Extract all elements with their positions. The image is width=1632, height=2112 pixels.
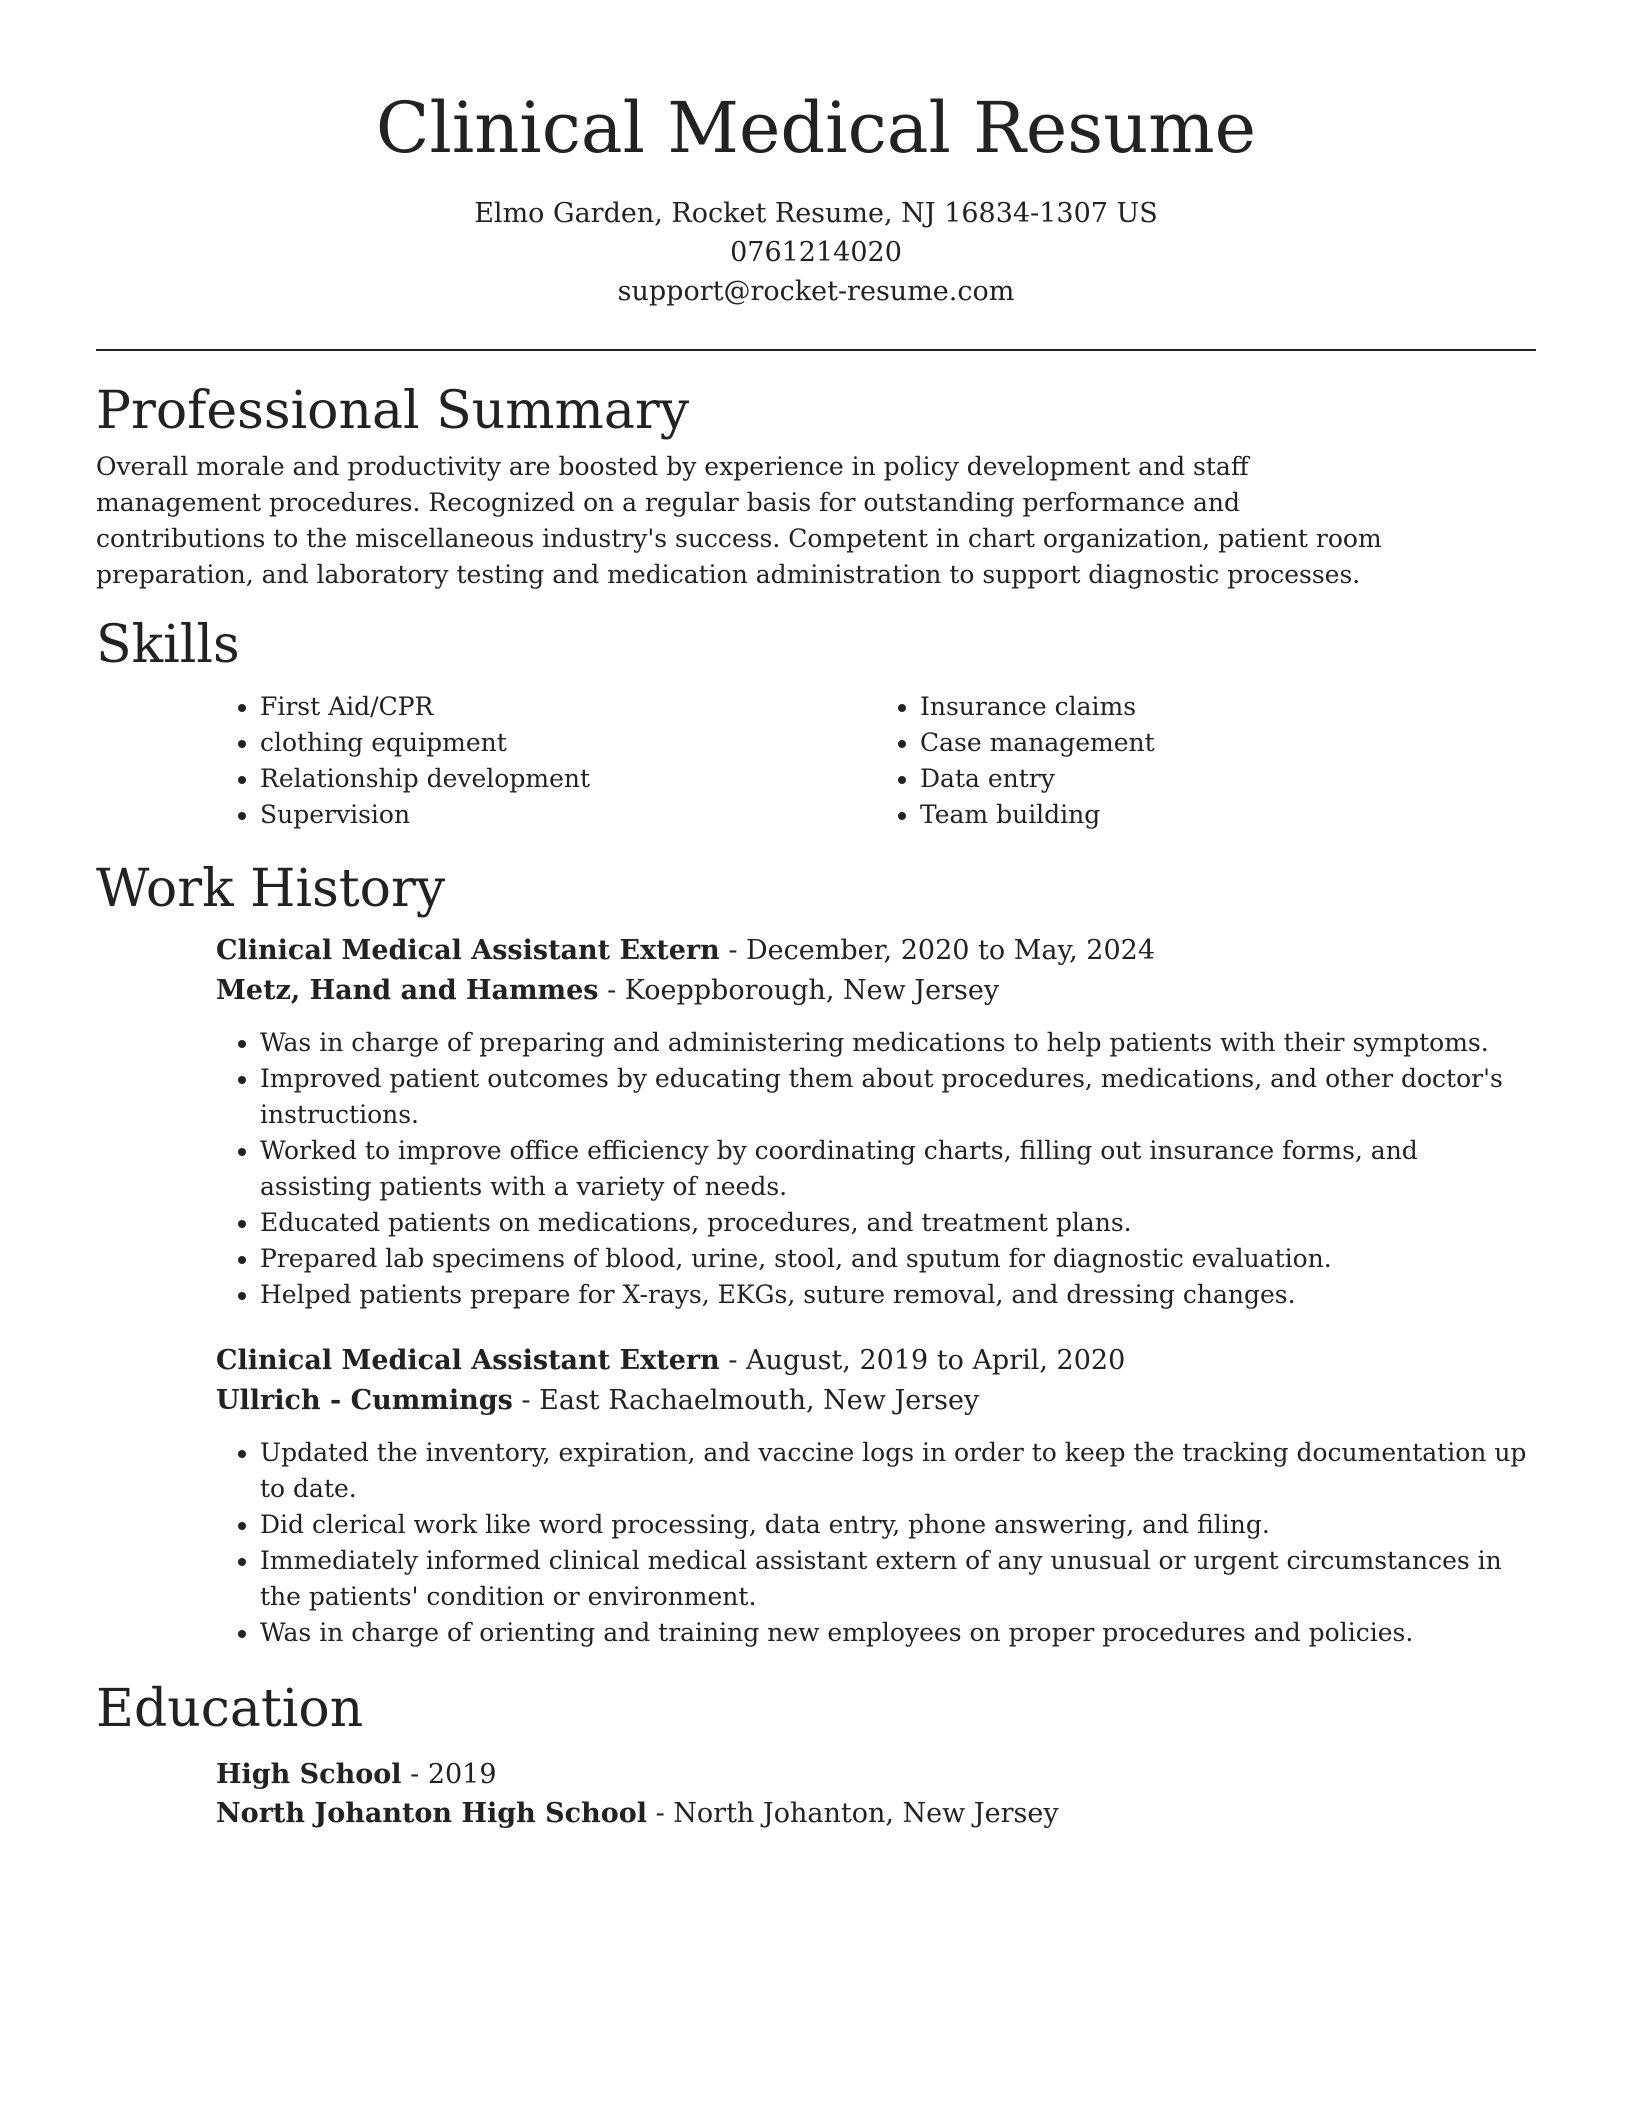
skills-list [216, 689, 1536, 833]
header-divider [96, 349, 1536, 351]
job-entry [216, 1341, 1536, 1651]
education-heading: Education [96, 1679, 364, 1739]
contact-info [96, 194, 1536, 311]
job-company-line [216, 971, 1536, 1011]
job-duty: • Worked to improve office efficiency by coordinating charts, filling out insurance forms, and assisting patients with a variety of needs. [260, 1133, 1536, 1205]
job-duty: • Prepared lab specimens of blood, urine, stool, and sputum for diagnostic evaluation. [260, 1241, 1536, 1277]
skill-item: • First Aid/CPR [260, 689, 876, 725]
skill-item: • Insurance claims [920, 689, 1536, 725]
skills-heading: Skills [96, 615, 240, 675]
job-duty: • Immediately informed clinical medical assistant extern of any unusual or urgent circumstances in the patients' condition or environment. [260, 1543, 1536, 1615]
contact-phone: 0761214020 [730, 237, 902, 268]
contact-email: support@rocket-resume.com [617, 276, 1015, 307]
job-company: Metz, Hand and Hammes [216, 975, 599, 1006]
job-dates: - December, 2020 to May, 2024 [719, 935, 1155, 966]
resume-name: Clinical Medical Resume [375, 87, 1257, 169]
skill-item: • clothing equipment [260, 725, 876, 761]
job-title-line [216, 931, 1536, 971]
education-degree-line [216, 1755, 1536, 1794]
job-company-line [216, 1381, 1536, 1421]
job-duties [216, 1025, 1536, 1313]
skill-item: • Case management [920, 725, 1536, 761]
job-duty: • Updated the inventory, expiration, and vaccine logs in order to keep the tracking documentation up to date. [260, 1435, 1536, 1507]
summary-heading: Professional Summary [96, 381, 690, 441]
skill-item: • Relationship development [260, 761, 876, 797]
summary-section [96, 379, 1536, 593]
job-title: Clinical Medical Assistant Extern [216, 1345, 720, 1376]
education-school-line [216, 1794, 1536, 1833]
education-school: North Johanton High School [216, 1798, 647, 1829]
skills-column-left [216, 689, 876, 833]
job-entry [216, 931, 1536, 1313]
work-history-heading: Work History [96, 859, 446, 919]
resume-header [96, 0, 1536, 311]
skills-section [96, 613, 1536, 833]
education-location: - North Johanton, New Jersey [647, 1798, 1059, 1829]
resume-page [96, 0, 1536, 1833]
skill-item: • Team building [920, 797, 1536, 833]
job-duty: • Was in charge of preparing and administering medications to help patients with their symptoms. [260, 1025, 1536, 1061]
education-degree: High School [216, 1759, 402, 1790]
job-duty: • Was in charge of orienting and training new employees on proper procedures and policies. [260, 1615, 1536, 1651]
contact-address: Elmo Garden, Rocket Resume, NJ 16834-1307 US [474, 198, 1158, 229]
job-location: - East Rachaelmouth, New Jersey [512, 1385, 980, 1416]
summary-text: Overall morale and productivity are boosted by experience in policy development and staff management procedures. Recognized on a regular basis for outstanding performance and contributions to the miscellaneous industry's success. Competent in chart organization, patient room preparation, and laboratory testing and medication administration to support diagnostic processes. [96, 452, 1382, 589]
job-dates: - August, 2019 to April, 2020 [719, 1345, 1126, 1376]
job-location: - Koeppborough, New Jersey [598, 975, 1000, 1006]
skill-item: • Data entry [920, 761, 1536, 797]
job-duty: • Improved patient outcomes by educating them about procedures, medications, and other doctor's instructions. [260, 1061, 1536, 1133]
skill-item: • Supervision [260, 797, 876, 833]
job-company: Ullrich - Cummings [216, 1385, 513, 1416]
work-history-section [96, 857, 1536, 1651]
skills-column-right [876, 689, 1536, 833]
job-duty: • Did clerical work like word processing, data entry, phone answering, and filing. [260, 1507, 1536, 1543]
job-duty: • Educated patients on medications, procedures, and treatment plans. [260, 1205, 1536, 1241]
education-section [96, 1677, 1536, 1833]
education-year: - 2019 [401, 1759, 497, 1790]
education-entry [216, 1755, 1536, 1833]
job-title-line [216, 1341, 1536, 1381]
job-duty: • Helped patients prepare for X-rays, EKGs, suture removal, and dressing changes. [260, 1277, 1536, 1313]
job-title: Clinical Medical Assistant Extern [216, 935, 720, 966]
job-duties [216, 1435, 1536, 1651]
